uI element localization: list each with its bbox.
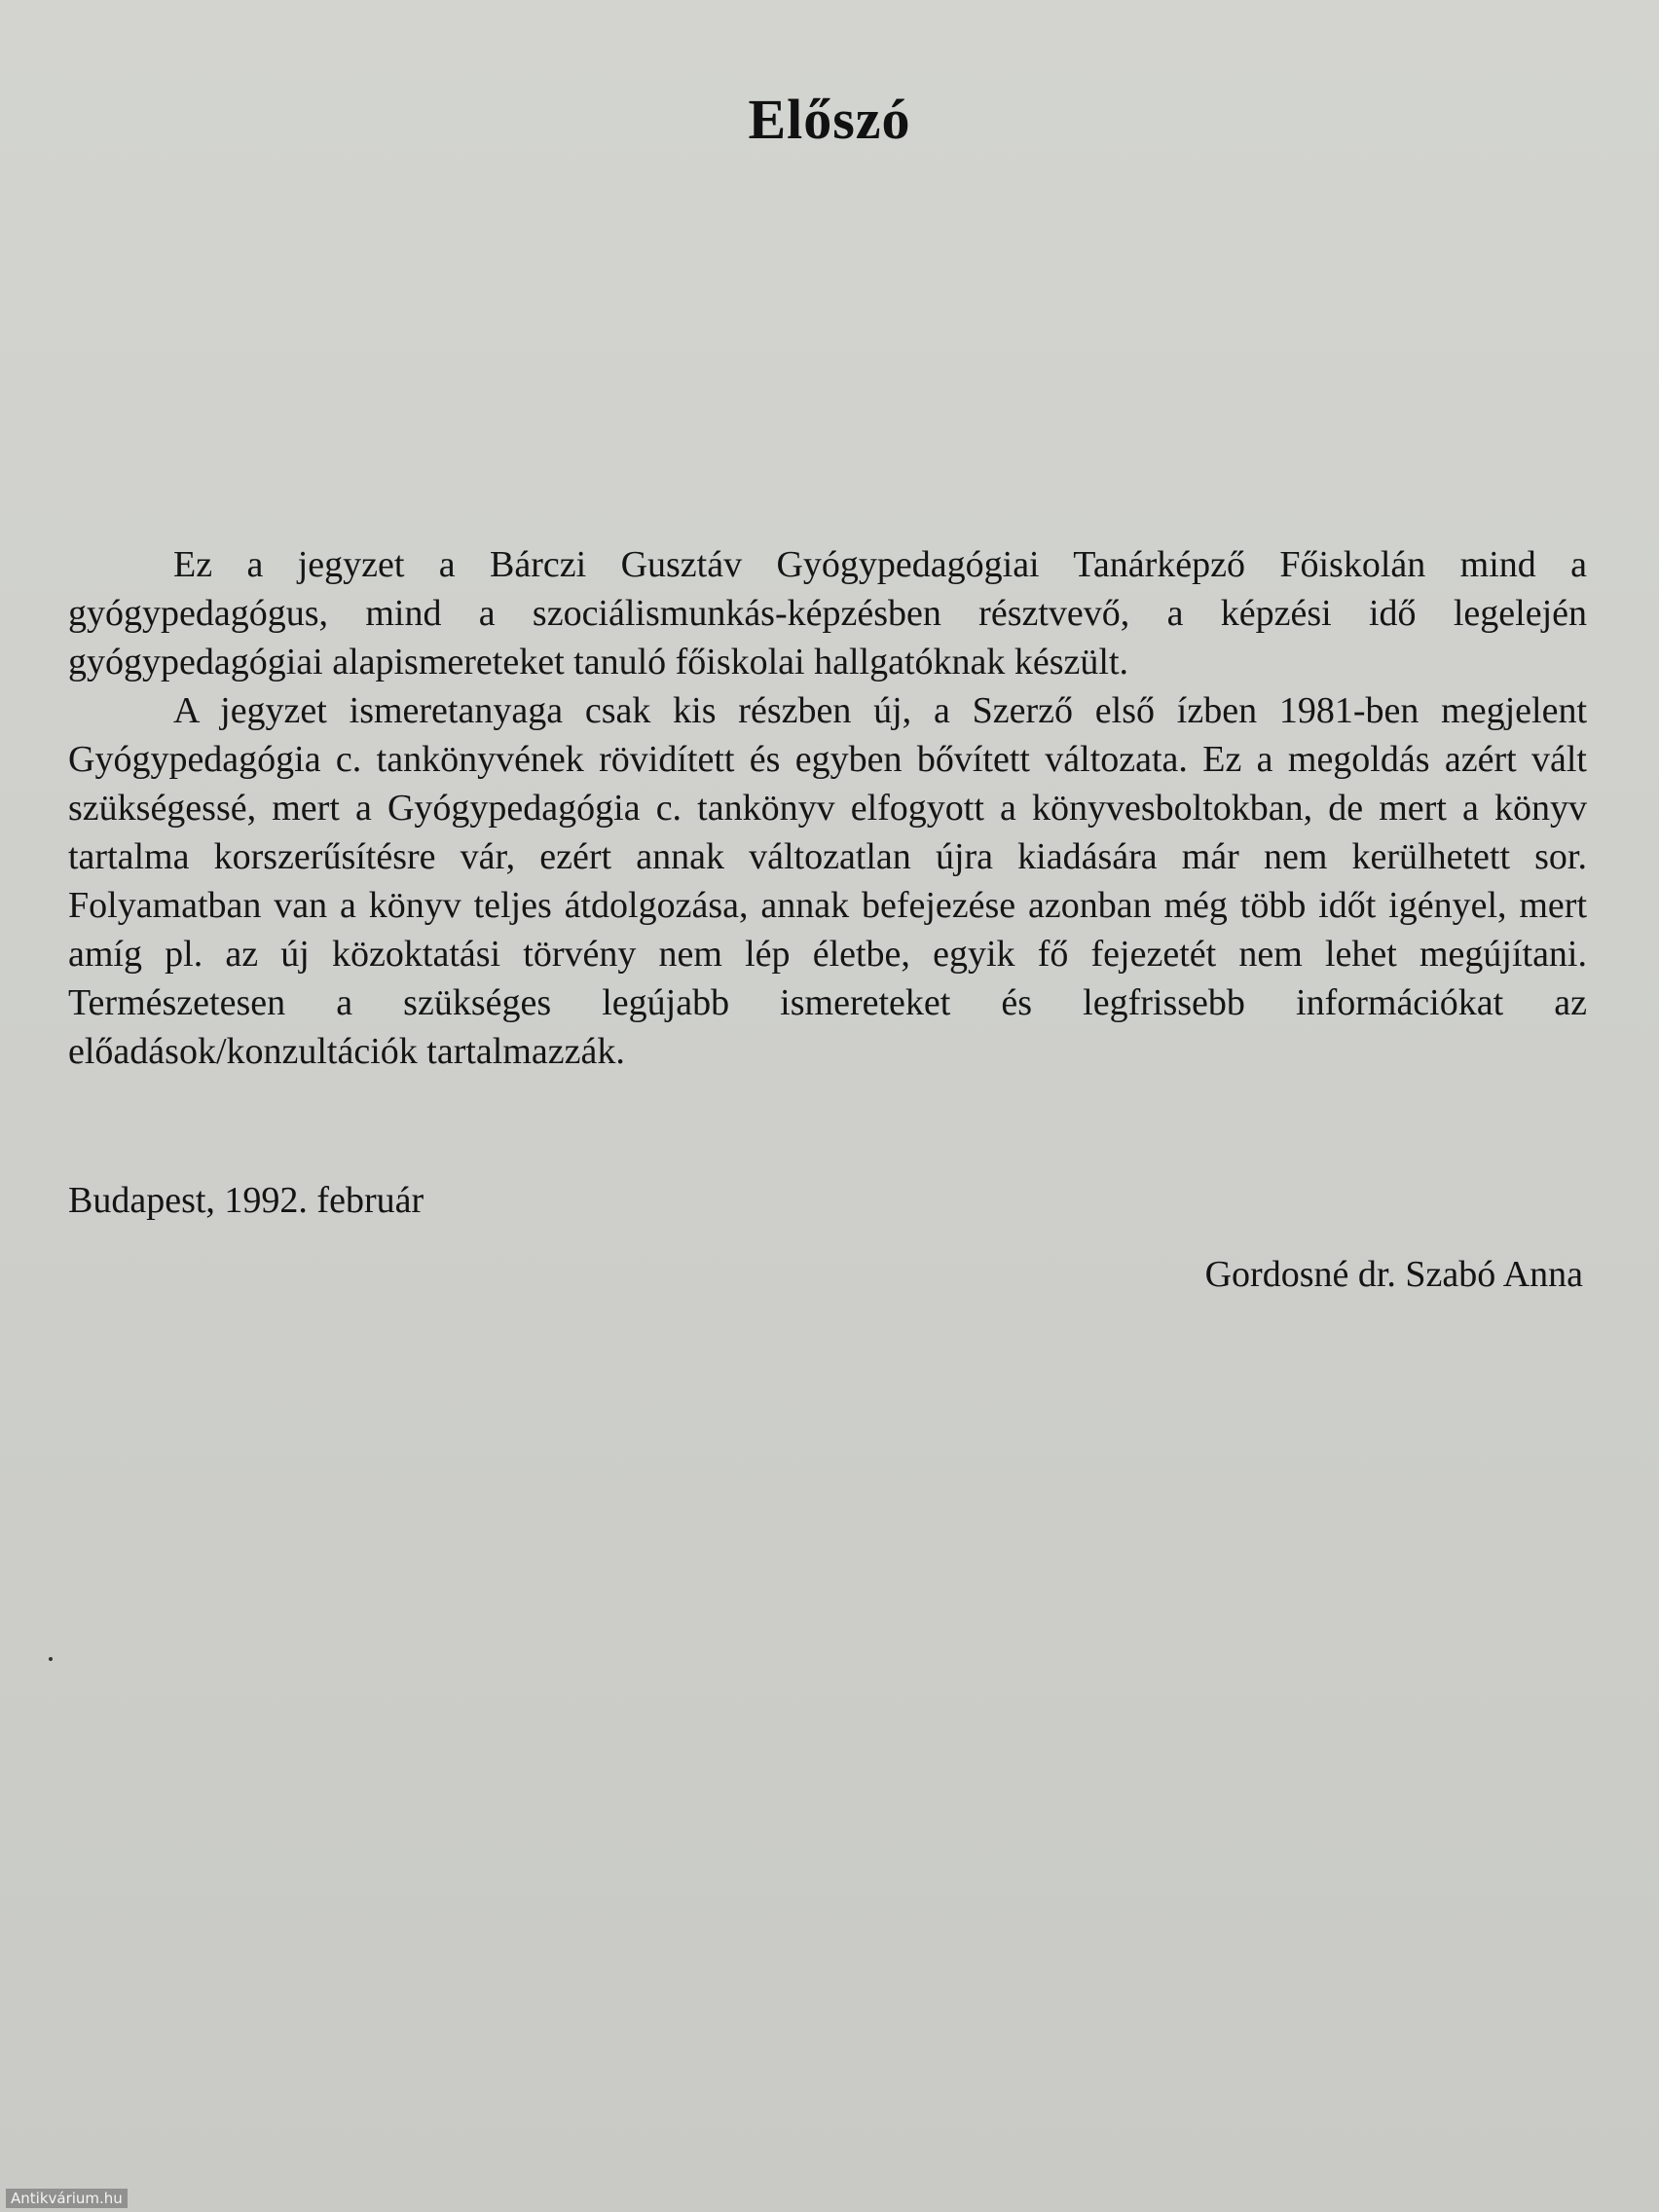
watermark: Antikvárium.hu	[6, 2189, 128, 2208]
paragraph-1: Ez a jegyzet a Bárczi Gusztáv Gyógypedagógiai Tanárképző Főiskolán mind a gyógypedagógus, mind a szociálismunkás-képzésben résztvevő, a képzési idő legelején gyógypedagógiai alapismereteket tanuló főiskolai hallgatóknak készült.	[68, 544, 1587, 682]
author-signature: Gordosné dr. Szabó Anna	[1204, 1254, 1583, 1295]
place-and-date: Budapest, 1992. február	[68, 1180, 424, 1221]
paragraph-2: A jegyzet ismeretanyaga csak kis részben új, a Szerző első ízben 1981-ben megjelent Gyógypedagógia c. tankönyvének rövidített és egyben bővített változata. Ez a megoldás azért vált szükségessé, mert a Gyógypedagógia c. tankönyv elfogyott a könyvesboltokban, de mert a könyv tartalma korszerűsítésre vár, ezért annak változatlan újra kiadására már nem kerülhetett sor. Folyamatban van a könyv teljes átdolgozása, annak befejezése azonban még több időt igényel, mert amíg pl. az új közoktatási törvény nem lép életbe, egyik fő fejezetét nem lehet megújítani. Természetesen a szükséges legújabb ismereteket és legfrissebb információkat az előadások/konzultációk tartalmazzák.	[68, 690, 1587, 1072]
preface-body	[68, 540, 1587, 1076]
ink-speck	[49, 1657, 53, 1661]
page-title: Előszó	[748, 87, 911, 151]
